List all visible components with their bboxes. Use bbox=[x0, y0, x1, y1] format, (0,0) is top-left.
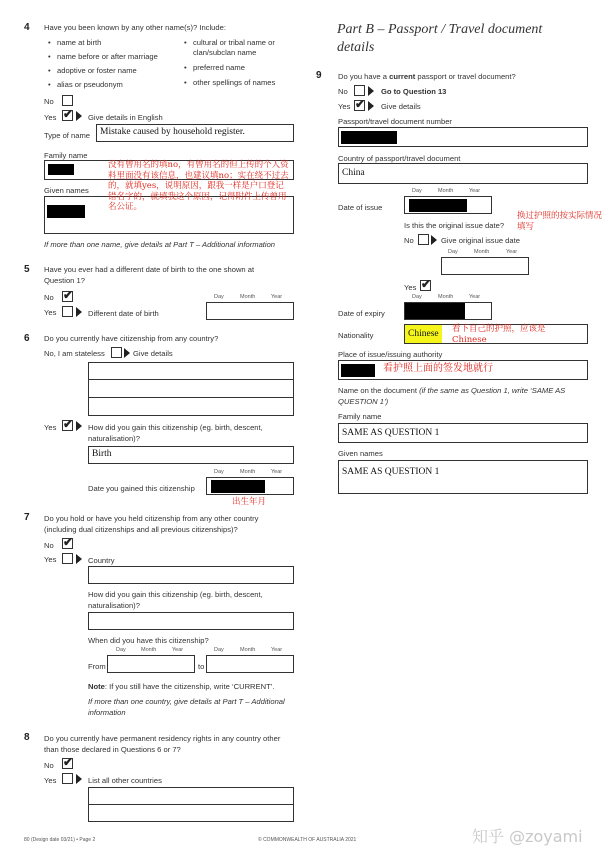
given-names-doc-value: SAME AS QUESTION 1 bbox=[342, 467, 440, 477]
q6-stateless-label: No, I am stateless bbox=[44, 349, 105, 358]
q6-details-line[interactable] bbox=[88, 379, 294, 398]
q6-stateless-checkbox[interactable] bbox=[111, 347, 122, 358]
part-b-title-l1: Part B – Passport / Travel document bbox=[337, 22, 543, 37]
original-date-field[interactable] bbox=[441, 257, 529, 275]
q7-note bbox=[88, 682, 275, 691]
annotation-q6: 出生年月 bbox=[232, 497, 267, 507]
q6-details-line[interactable] bbox=[88, 397, 294, 416]
annotation-place: 看护照上面的签发地就行 bbox=[383, 363, 493, 374]
q7-from-label: From bbox=[88, 662, 106, 671]
year-label: Year bbox=[469, 188, 481, 194]
q7-when-label: When did you have this citizenship? bbox=[88, 636, 209, 645]
arrow-right-icon bbox=[76, 421, 82, 431]
check-icon: ✔ bbox=[63, 288, 74, 302]
check-icon: ✔ bbox=[63, 535, 74, 549]
q6-how-field[interactable] bbox=[88, 446, 294, 464]
month-label: Month bbox=[240, 469, 256, 475]
date-of-expiry-field[interactable] bbox=[404, 302, 492, 320]
check-icon: ✔ bbox=[421, 277, 432, 291]
year-label: Year bbox=[271, 294, 283, 300]
month-label: Month bbox=[240, 294, 256, 300]
check-icon: ✔ bbox=[63, 755, 74, 769]
given-names-doc-label: Given names bbox=[338, 449, 383, 458]
arrow-right-icon bbox=[76, 307, 82, 317]
q7-yes-checkbox[interactable] bbox=[62, 553, 73, 564]
given-names-doc-field[interactable] bbox=[338, 460, 588, 494]
nationality-value: Chinese bbox=[405, 325, 442, 343]
date-of-expiry-label: Date of expiry bbox=[338, 309, 385, 318]
month-label: Month bbox=[240, 647, 256, 653]
name-doc-l1 bbox=[338, 386, 565, 395]
date-of-issue-label: Date of issue bbox=[338, 203, 383, 212]
month-label: Month bbox=[474, 249, 490, 255]
name-doc-l2: QUESTION 1’) bbox=[338, 397, 389, 406]
q6-question: Do you currently have citizenship from any country? bbox=[44, 334, 219, 343]
question-number-9: 9 bbox=[316, 70, 322, 81]
q5-no-checkbox[interactable] bbox=[62, 288, 74, 302]
q8-question-l2: than those declared in Questions 6 or 7? bbox=[44, 745, 181, 754]
year-label: Year bbox=[172, 647, 184, 653]
q8-no-checkbox[interactable] bbox=[62, 755, 74, 769]
name-doc-italic: (if the same as Question 1, write ‘SAME AS bbox=[419, 386, 566, 395]
q7-country-field[interactable] bbox=[88, 566, 294, 584]
q4-bullet: • other spellings of names bbox=[193, 78, 275, 87]
redaction bbox=[341, 364, 375, 377]
part-b-title-l2: details bbox=[337, 40, 375, 55]
family-name-doc-label: Family name bbox=[338, 412, 382, 421]
redaction bbox=[48, 164, 74, 175]
arrow-right-icon bbox=[368, 86, 374, 96]
original-give: Give original issue date bbox=[441, 236, 520, 245]
question-number-4: 4 bbox=[24, 22, 30, 33]
footer-center: © COMMONWEALTH OF AUSTRALIA 2021 bbox=[258, 837, 357, 843]
q8-countries-line[interactable] bbox=[88, 804, 294, 822]
day-label: Day bbox=[214, 294, 224, 300]
q9-question-post: passport or travel document? bbox=[415, 72, 516, 81]
q6-give-details: Give details bbox=[133, 349, 173, 358]
q7-no-label: No bbox=[44, 541, 54, 550]
arrow-right-icon bbox=[76, 774, 82, 784]
question-number-8: 8 bbox=[24, 732, 30, 743]
q4-yes-label: Yes bbox=[44, 113, 57, 122]
footer-left: 80 (Design date 03/21) • Page 2 bbox=[24, 837, 96, 843]
arrow-right-icon bbox=[431, 235, 437, 245]
annotation-q4: 没有曾用名的填no，有曾用名的但上传的个人资料里面没有该信息，也建议填no；实在绕不过去的，就填yes，说明原因，跟我一样是户口登记错名字的，就填我这个原因，记得附件上传曾用名公证。 bbox=[108, 160, 289, 212]
q7-note2-l2: information bbox=[88, 708, 126, 717]
q7-note-bold: Note bbox=[88, 682, 105, 691]
q9-yes-checkbox[interactable] bbox=[354, 97, 366, 111]
q9-question-bold: current bbox=[389, 72, 416, 81]
check-icon: ✔ bbox=[355, 97, 366, 111]
day-label: Day bbox=[214, 647, 224, 653]
original-yes-checkbox[interactable] bbox=[420, 277, 432, 291]
annotation-issue: 换过护照的按实际情况填写 bbox=[517, 211, 603, 232]
family-name-label: Family name bbox=[44, 151, 88, 160]
check-icon: ✔ bbox=[63, 417, 74, 431]
year-label: Year bbox=[506, 249, 518, 255]
arrow-right-icon bbox=[368, 101, 374, 111]
given-names-label: Given names bbox=[44, 186, 89, 195]
q4-bullet: • preferred name bbox=[193, 63, 245, 72]
check-icon: ✔ bbox=[63, 107, 74, 121]
q8-countries-line[interactable] bbox=[88, 787, 294, 805]
q4-bullet: • adoptive or foster name bbox=[57, 66, 137, 75]
q5-yes-label: Yes bbox=[44, 308, 57, 317]
q7-question-l2: (including dual citizenships and all previous citizenships)? bbox=[44, 525, 238, 534]
day-label: Day bbox=[412, 188, 422, 194]
place-of-issue-field[interactable] bbox=[338, 360, 588, 380]
family-name-doc-field[interactable] bbox=[338, 423, 588, 443]
redaction bbox=[405, 303, 465, 319]
q6-how-value: Birth bbox=[92, 449, 112, 459]
q7-how-l1: How did you gain this citizenship (eg. birth, descent, bbox=[88, 590, 263, 599]
q8-yes-checkbox[interactable] bbox=[62, 773, 73, 784]
q9-give-details: Give details bbox=[381, 102, 421, 111]
month-label: Month bbox=[438, 294, 454, 300]
date-of-issue-field[interactable] bbox=[404, 196, 492, 214]
type-of-name-field[interactable] bbox=[96, 124, 294, 142]
watermark: 知乎 @zoyami bbox=[472, 827, 583, 846]
q7-from-field[interactable] bbox=[107, 655, 195, 673]
month-label: Month bbox=[141, 647, 157, 653]
q4-no-checkbox[interactable] bbox=[62, 95, 73, 106]
name-doc-pre: Name on the document bbox=[338, 386, 420, 395]
q5-yes-checkbox[interactable] bbox=[62, 306, 73, 317]
arrow-right-icon bbox=[76, 111, 82, 121]
q7-to-field[interactable] bbox=[206, 655, 294, 673]
passport-number-label: Passport/travel document number bbox=[338, 117, 452, 126]
q4-yes-details: Give details in English bbox=[88, 113, 163, 122]
type-of-name-value: Mistake caused by household register. bbox=[100, 127, 245, 137]
q4-bullet: • alias or pseudonym bbox=[57, 80, 123, 89]
q4-bullet: • name before or after marriage bbox=[57, 52, 158, 61]
q7-how-field[interactable] bbox=[88, 612, 294, 630]
q6-yes-label: Yes bbox=[44, 423, 57, 432]
annotation-nationality-l2: Chinese bbox=[452, 335, 487, 345]
month-label: Month bbox=[438, 188, 454, 194]
redaction bbox=[47, 205, 85, 218]
q8-no-label: No bbox=[44, 761, 54, 770]
country-value: China bbox=[342, 168, 365, 178]
family-name-doc-value: SAME AS QUESTION 1 bbox=[342, 428, 440, 438]
q5-yes-label-text: Different date of birth bbox=[88, 309, 159, 318]
arrow-right-icon bbox=[76, 554, 82, 564]
passport-number-field[interactable] bbox=[338, 127, 588, 147]
q9-question bbox=[338, 72, 516, 81]
original-yes-label: Yes bbox=[404, 283, 417, 292]
q6-how-l2: naturalisation)? bbox=[88, 434, 140, 443]
q6-details-line[interactable] bbox=[88, 362, 294, 380]
q7-no-checkbox[interactable] bbox=[62, 535, 74, 549]
q8-yes-label: Yes bbox=[44, 776, 57, 785]
redaction bbox=[409, 199, 467, 212]
q8-question-l1: Do you currently have permanent residency rights in any country other bbox=[44, 734, 281, 743]
place-of-issue-label: Place of issue/issuing authority bbox=[338, 350, 443, 359]
q4-bullet-cont: clan/subclan name bbox=[193, 48, 257, 57]
q7-note2-l1: If more than one country, give details at Part T – Additional bbox=[88, 697, 285, 706]
q9-no-checkbox[interactable] bbox=[354, 85, 365, 96]
q5-no-label: No bbox=[44, 293, 54, 302]
original-no-checkbox[interactable] bbox=[418, 234, 429, 245]
q5-question-l2: Question 1? bbox=[44, 276, 85, 285]
day-label: Day bbox=[448, 249, 458, 255]
q7-country-label: Country bbox=[88, 556, 115, 565]
q7-yes-label: Yes bbox=[44, 555, 57, 564]
q8-yes-label-text: List all other countries bbox=[88, 776, 162, 785]
country-label: Country of passport/travel document bbox=[338, 154, 461, 163]
nationality-label: Nationality bbox=[338, 331, 374, 340]
q4-question: Have you been known by any other name(s)? Include: bbox=[44, 23, 226, 32]
redaction bbox=[341, 131, 397, 144]
q4-bullet: • name at birth bbox=[57, 38, 101, 47]
q4-yes-checkbox[interactable] bbox=[62, 107, 74, 121]
original-issue-question: Is this the original issue date? bbox=[404, 221, 505, 230]
day-label: Day bbox=[116, 647, 126, 653]
original-no-label: No bbox=[404, 236, 414, 245]
q7-to-label: to bbox=[198, 662, 205, 671]
q7-how-l2: naturalisation)? bbox=[88, 601, 140, 610]
q9-goto: Go to Question 13 bbox=[381, 87, 447, 96]
question-number-5: 5 bbox=[24, 264, 30, 275]
q4-note: If more than one name, give details at Part T – Additional information bbox=[44, 240, 276, 249]
q5-date-field[interactable] bbox=[206, 302, 294, 320]
question-number-7: 7 bbox=[24, 512, 30, 523]
q4-no-label: No bbox=[44, 97, 54, 106]
q5-question-l1: Have you ever had a different date of birth to the one shown at bbox=[44, 265, 255, 274]
q6-date-field[interactable] bbox=[206, 477, 294, 495]
type-of-name-label: Type of name bbox=[44, 131, 91, 140]
country-field[interactable] bbox=[338, 163, 588, 184]
q7-note-rest: : If you still have the citizenship, write ‘CURRENT’. bbox=[104, 682, 275, 691]
year-label: Year bbox=[271, 647, 283, 653]
year-label: Year bbox=[271, 469, 283, 475]
q6-how-l1: How did you gain this citizenship (eg. birth, descent, bbox=[88, 423, 263, 432]
day-label: Day bbox=[214, 469, 224, 475]
redaction bbox=[211, 480, 265, 493]
day-label: Day bbox=[412, 294, 422, 300]
question-number-6: 6 bbox=[24, 333, 30, 344]
q4-bullet: • cultural or tribal name or bbox=[193, 38, 275, 47]
annotation-nationality-l1: 看下自己的护照，应该是 bbox=[452, 324, 546, 334]
q6-date-label: Date you gained this citizenship bbox=[88, 484, 195, 493]
q6-yes-checkbox[interactable] bbox=[62, 417, 74, 431]
q9-yes-label: Yes bbox=[338, 102, 351, 111]
q7-question-l1: Do you hold or have you held citizenship from any other country bbox=[44, 514, 259, 523]
arrow-right-icon bbox=[124, 348, 130, 358]
q9-no-label: No bbox=[338, 87, 348, 96]
year-label: Year bbox=[469, 294, 481, 300]
q9-question-pre: Do you have a bbox=[338, 72, 390, 81]
